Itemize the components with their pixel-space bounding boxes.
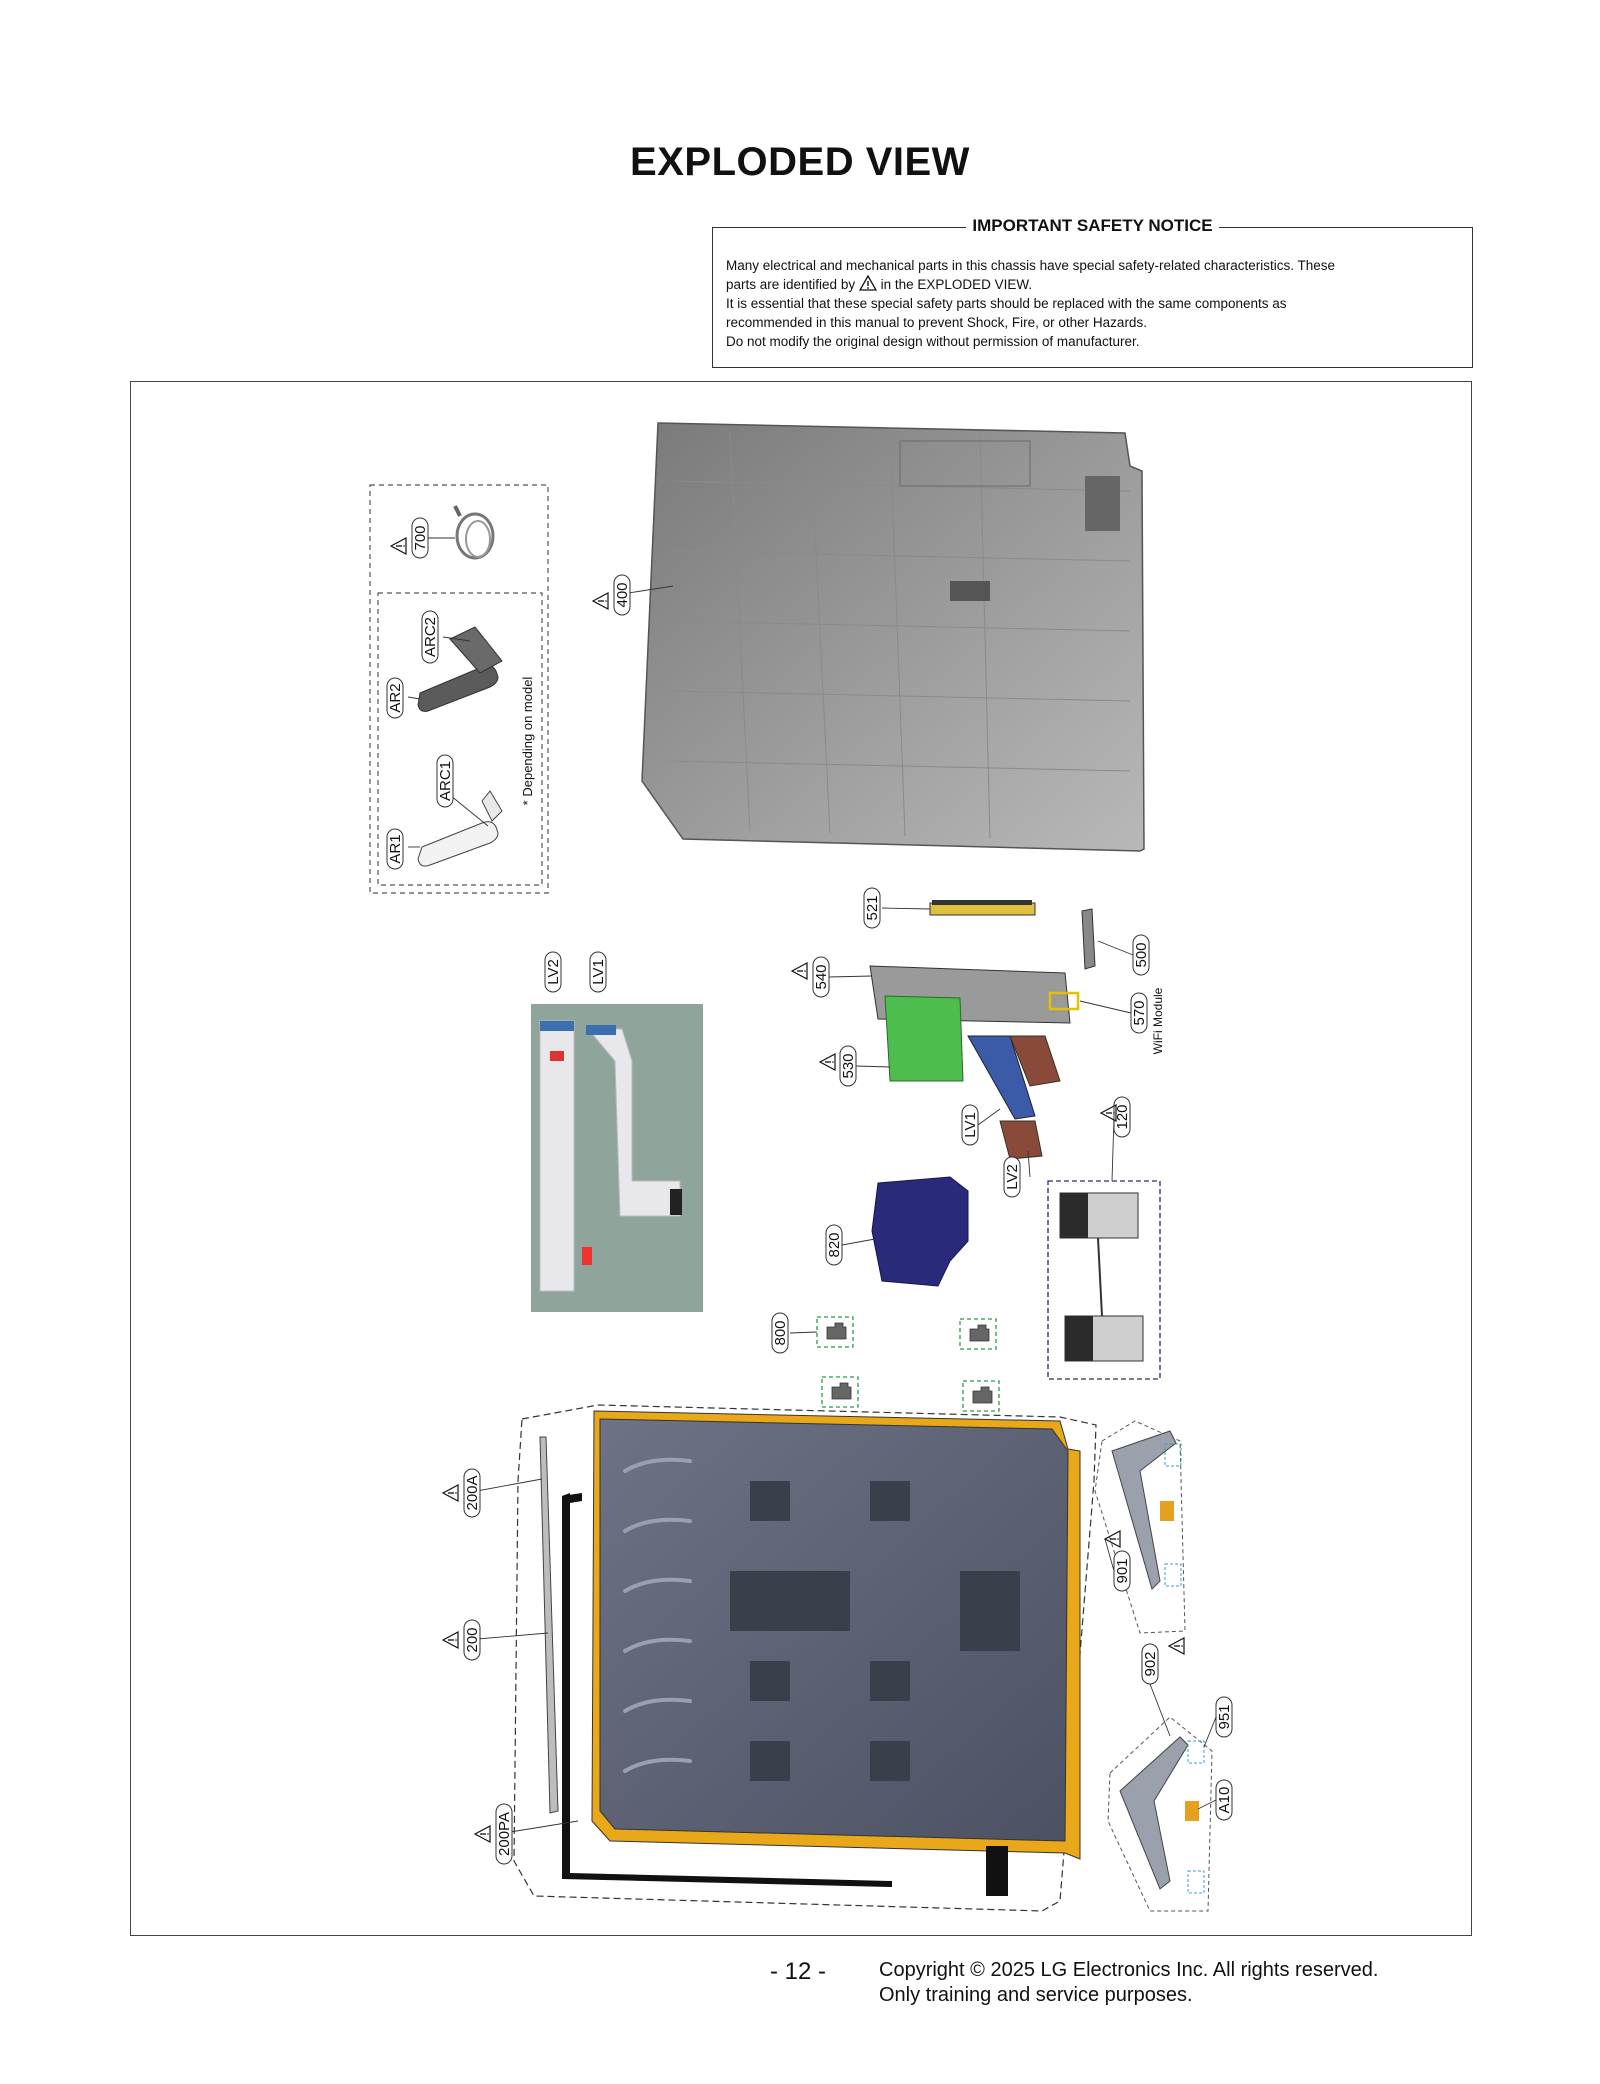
notice-line-2a: parts are identified by bbox=[726, 277, 856, 292]
label-540: 540 bbox=[813, 964, 830, 990]
label-200: 200 bbox=[464, 1627, 481, 1653]
copyright-notice bbox=[879, 1958, 1378, 2008]
label-570: 570 bbox=[1131, 1000, 1148, 1026]
label-arc1: ARC1 bbox=[437, 760, 454, 802]
label-951: 951 bbox=[1216, 1704, 1233, 1730]
main-board-group bbox=[870, 900, 1095, 1159]
copyright-line-1: Copyright © 2025 LG Electronics Inc. All rights reserved. bbox=[879, 1959, 1379, 1981]
copyright-line-2: Only training and service purposes. bbox=[879, 1984, 1193, 2006]
speaker-group bbox=[1048, 1181, 1160, 1379]
lvds-cable-photo bbox=[531, 1004, 703, 1312]
label-400: 400 bbox=[614, 582, 631, 608]
label-200a: 200A bbox=[464, 1475, 481, 1511]
stand-902-part bbox=[1108, 1717, 1212, 1911]
label-120: 120 bbox=[1114, 1104, 1131, 1130]
back-cover-part bbox=[642, 423, 1144, 851]
notice-line-4: recommended in this manual to prevent Shock, Fire, or other Hazards. bbox=[726, 315, 1147, 330]
label-ar1: AR1 bbox=[387, 834, 404, 864]
warning-triangle-icon bbox=[859, 275, 877, 291]
notice-line-2b: in the EXPLODED VIEW. bbox=[880, 277, 1033, 292]
page-title: EXPLODED VIEW bbox=[630, 140, 970, 184]
label-901: 901 bbox=[1114, 1558, 1131, 1584]
label-500: 500 bbox=[1133, 942, 1150, 968]
label-530: 530 bbox=[840, 1053, 857, 1079]
label-lv2: LV2 bbox=[1004, 1164, 1021, 1190]
page-number: - 12 - bbox=[770, 1958, 827, 1985]
notice-line-1: Many electrical and mechanical parts in this chassis have special safety-related characteristics. These bbox=[726, 258, 1336, 273]
exploded-view-diagram bbox=[130, 381, 1472, 1936]
label-700: 700 bbox=[412, 525, 429, 551]
label-a10: A10 bbox=[1216, 1786, 1233, 1814]
display-module-part bbox=[514, 1405, 1096, 1911]
notice-line-5: Do not modify the original design without permission of manufacturer. bbox=[726, 334, 1140, 349]
safety-notice-box bbox=[712, 216, 1473, 368]
power-cord-icon bbox=[455, 506, 493, 558]
safety-notice-text bbox=[726, 256, 1459, 351]
label-lv1-photo: LV1 bbox=[590, 959, 607, 985]
label-820: 820 bbox=[826, 1232, 843, 1258]
label-800: 800 bbox=[772, 1320, 789, 1346]
remote-ar1-icon bbox=[418, 791, 502, 866]
label-ar2: AR2 bbox=[387, 683, 404, 713]
label-902: 902 bbox=[1142, 1651, 1159, 1677]
wifi-module-note: WiFi Module bbox=[1151, 987, 1165, 1055]
power-shield-part bbox=[872, 1177, 968, 1286]
label-521: 521 bbox=[864, 895, 881, 921]
stand-901-part bbox=[1095, 1421, 1185, 1633]
safety-notice-title: IMPORTANT SAFETY NOTICE bbox=[966, 216, 1218, 235]
depending-on-model-note: * Depending on model bbox=[520, 676, 535, 806]
label-200pa: 200PA bbox=[496, 1812, 513, 1856]
label-lv1: LV1 bbox=[962, 1112, 979, 1138]
label-lv2-photo: LV2 bbox=[545, 959, 562, 985]
label-arc2: ARC2 bbox=[422, 616, 439, 658]
notice-line-3: It is essential that these special safety parts should be replaced with the same components as bbox=[726, 296, 1287, 311]
